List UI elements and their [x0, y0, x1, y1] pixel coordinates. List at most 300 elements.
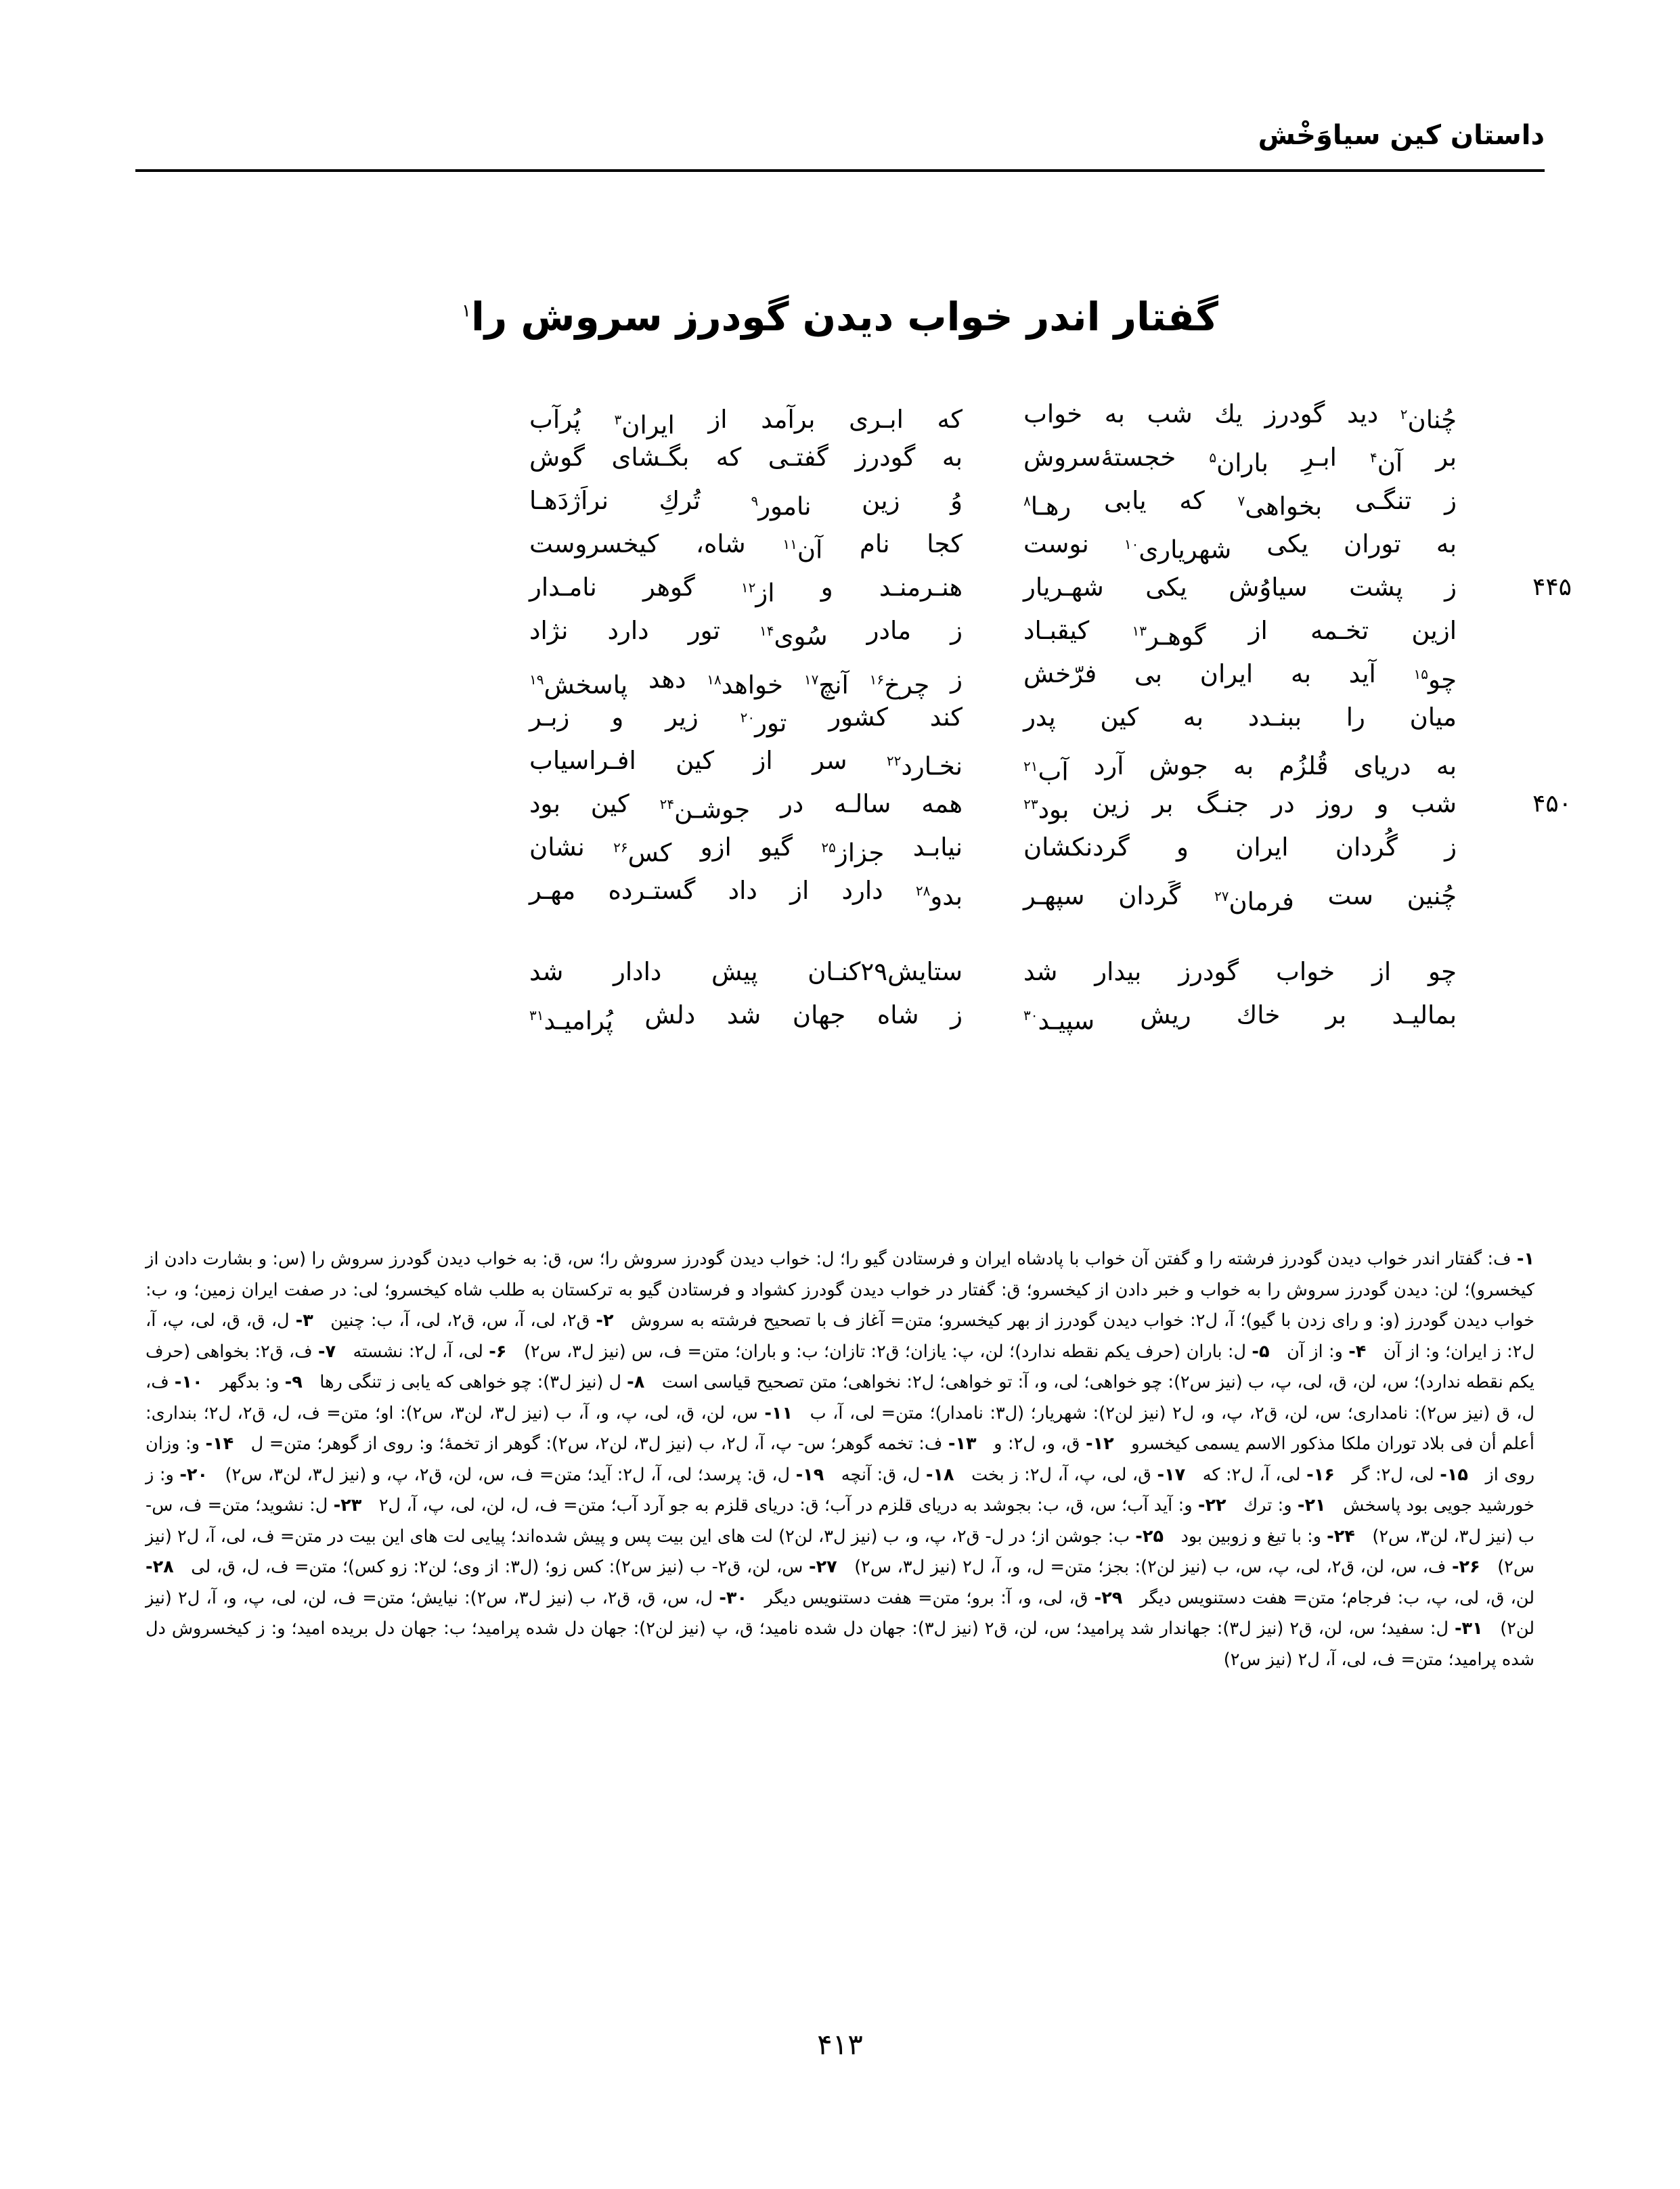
verse-word: جوشـن$^{۲۴}$ — [659, 795, 751, 824]
verse-footnote-marker: ۱۳ — [1132, 623, 1147, 639]
verse-word: پاسخش$^{۱۹}$ — [529, 670, 628, 700]
verse-word: فرمان$^{۲۷}$ — [1214, 887, 1294, 916]
verse-word: نامـدار — [529, 573, 597, 602]
footnote-text: ق، لی، پ، آ، ل۲: ز بخت — [954, 1464, 1157, 1485]
verse-line — [223, 479, 1457, 523]
verse-word: از — [1248, 616, 1268, 645]
footnote-number: ۱۱- — [764, 1402, 793, 1423]
verse-footnote-marker: ۱۰ — [1124, 536, 1139, 552]
footnote-number: ۱- — [1516, 1249, 1534, 1269]
verse-line — [223, 950, 1457, 994]
footnote-text: و: آید آب؛ س، ق، ب: بجوشد به دریای قلزم در آب؛ ق: دریای قلزم به جو آرد آب؛ متن= ف، ل، لن، لی، پ، آ، ل۲ — [361, 1495, 1198, 1516]
verse-word: گَردان — [1118, 881, 1181, 911]
verse-word: خجسته‌ٔسروش — [1023, 443, 1176, 472]
footnote-number: ۲۶- — [1451, 1557, 1480, 1577]
footnote-entry — [1164, 1526, 1355, 1547]
verse-word: برآمد — [761, 405, 816, 435]
footnote-text: ف، س، لن، ق۲، لی، پ، س، ب (نیز لن۲): بجز؛ متن= ل، و، آ، ل۲ (نیز ل۳، س۲) — [837, 1557, 1452, 1577]
verse-word: ست — [1327, 881, 1373, 911]
footnote-number: ۲- — [596, 1310, 614, 1331]
verse-line — [223, 696, 1457, 739]
verse-word: آن$^۴$ — [1369, 448, 1403, 478]
verse-word: یك — [1214, 399, 1243, 428]
verse-footnote-marker: ۲۷ — [1214, 888, 1229, 905]
verse-word: پدر — [1023, 703, 1056, 732]
hemistich-first — [1023, 436, 1457, 485]
verse-word: خواهد$^{۱۸}$ — [707, 670, 783, 700]
verse-footnote-marker: ۳ — [614, 412, 622, 428]
verse-word: شد — [529, 957, 564, 986]
verse-word: رهـا$^۸$ — [1023, 491, 1071, 521]
footnote-number: ۳۱- — [1454, 1618, 1483, 1639]
verse-word: نامور$^۹$ — [751, 491, 812, 521]
verse-word: زین — [862, 486, 900, 515]
verse-word: تور$^{۲۰}$ — [740, 708, 787, 738]
verse-word: جنـگ — [1195, 789, 1249, 818]
footnote-text: ب: جوشن از؛ در ل- ق۲، پ، و، ب (نیز ل۳، لن۲) لت های این بیت پس و پیش شده‌اند؛ پیایی لت های این بیت در متن= ف، لی، آ، ل۲ (نیز س۲) — [146, 1526, 1534, 1577]
verse-word: نام — [860, 529, 890, 558]
footnote-number: ۱۰- — [174, 1372, 203, 1392]
verse-word: ایران — [1235, 833, 1289, 862]
verse-footnote-marker: ۲۲ — [886, 753, 902, 769]
verse-word: مادر — [866, 616, 912, 645]
footnote-number: ۱۴- — [205, 1434, 234, 1454]
section-title-text: گفتار اندر خواب دیدن گودرز سروش را — [470, 293, 1218, 340]
verse-word: بیدار — [1095, 957, 1142, 986]
verse-word: پُرآب — [529, 405, 581, 435]
verse-word: ازو — [700, 833, 732, 862]
verse-word: که — [937, 405, 963, 435]
verse-word: کیقبـاد — [1023, 616, 1090, 645]
footnote-text: ق۲، لی، آ، س، ق۲، لی، آ، ب: چنین — [313, 1310, 596, 1331]
verse-word: افـراسیاب — [529, 746, 636, 775]
verse-word: گوش — [529, 443, 585, 472]
verse-word: ز — [1444, 573, 1457, 602]
verse-footnote-marker: ۱۶ — [869, 671, 885, 688]
verse-word: شب — [1147, 399, 1193, 428]
verse-word: پیش — [711, 957, 758, 986]
verse-word: زبـر — [529, 703, 570, 732]
footnote-number: ۲۹- — [1094, 1587, 1123, 1608]
hemistich-first — [1023, 782, 1457, 831]
verse-line — [223, 782, 1572, 826]
hemistich-first — [1023, 393, 1457, 441]
footnote-number: ۸- — [627, 1372, 645, 1392]
verse-word: ز — [1444, 486, 1457, 515]
verse-word: نوست — [1023, 529, 1089, 558]
footnote-entry — [208, 1465, 824, 1485]
footnote-number: ۲۵- — [1135, 1526, 1164, 1547]
verse-line — [223, 653, 1457, 700]
footnote-text: ل، ق، ق، لی، پ، آ، ل۲: ز ایران؛ و: از آن — [146, 1310, 1534, 1362]
verse-word: ببنـدد — [1247, 703, 1302, 732]
verse-word: و — [1376, 789, 1389, 818]
footnote-number: ۱۳- — [948, 1434, 977, 1454]
footnote-text: س، لن، ق، لی، پ، و، آ، ب (نیز ل۳، لن۳، س۲): او؛ متن= ف، ل، ق۲، ل۲؛ بنداری: أعلم أن فی بلاد توران ملکا مذکور الاسم یسمی کیخسرو — [146, 1402, 1534, 1454]
verse-word: دادار — [613, 957, 662, 986]
footnote-number: ۲۸- — [146, 1557, 174, 1577]
verse-word: مهـر — [529, 876, 576, 905]
footnote-entry — [361, 1495, 1226, 1516]
verse-word: گودرز — [1178, 957, 1239, 986]
verse-word: سپیـد$^{۳۰}$ — [1023, 1006, 1095, 1036]
verse-word: قُلزُم — [1279, 751, 1329, 781]
verse-word: بخواهی$^۷$ — [1237, 491, 1323, 521]
footnote-number: ۶- — [489, 1341, 507, 1362]
hemistich-first — [1023, 994, 1457, 1042]
verse-word: آرد — [1093, 751, 1124, 781]
verse-word: از — [790, 876, 810, 905]
hemistich-first — [1023, 826, 1457, 869]
hemistich-first — [1023, 875, 1457, 923]
verse-word: ریش — [1140, 1000, 1191, 1030]
verse-footnote-marker: ۵ — [1209, 449, 1217, 466]
verse-line — [223, 869, 1457, 916]
footnote-text: و: با تیغ و زوبین بود — [1164, 1526, 1327, 1547]
footnote-number: ۲۰- — [179, 1464, 208, 1485]
verse-block — [223, 393, 1572, 1037]
verse-word: گودرز — [1264, 399, 1325, 428]
footnote-entry — [977, 1434, 1114, 1454]
hemistich-second — [529, 566, 963, 615]
verse-word: روز — [1317, 789, 1354, 818]
verse-footnote-marker: ۱۴ — [759, 623, 774, 639]
footnote-number: ۱۷- — [1157, 1464, 1186, 1485]
footnote-number: ۱۸- — [925, 1464, 954, 1485]
verse-word: به — [1290, 659, 1312, 688]
verse-word: کشور — [828, 703, 888, 732]
verse-word: چو$^{۱۵}$ — [1413, 665, 1457, 694]
verse-word: کجا — [927, 529, 963, 558]
hemistich-first — [1023, 653, 1457, 701]
verse-word: به — [1182, 703, 1204, 732]
footnote-entry — [837, 1557, 1480, 1577]
verse-word: یابی — [1103, 486, 1147, 515]
verse-footnote-marker: ۳۱ — [529, 1007, 544, 1023]
verse-line — [223, 609, 1457, 653]
verse-footnote-marker: ۲۰ — [740, 709, 755, 726]
verse-word: نشان — [529, 833, 585, 862]
verse-word: پُرامیـد$^{۳۱}$ — [529, 1006, 613, 1036]
hemistich-second — [529, 609, 963, 658]
verse-word: نخـارد$^{۲۲}$ — [886, 751, 963, 781]
footnote-number: ۲۳- — [333, 1495, 362, 1516]
footnote-text: ل: سفید؛ س، لن، ق۲ (نیز ل۳): جهاندار شد پرامید؛ س، لن، ق۲ (نیز ل۳): جهان دل شده نامید؛ ق، پ (نیز لن۲): جهان دل شده پرامید؛ ب: جهان دل بریده امید؛ و: ز کیخسروش دل شده پرامید؛ متن= ف، لی، آ، ل۲ (نیز س۲) — [146, 1618, 1534, 1670]
verse-footnote-marker: ۲۳ — [1023, 796, 1038, 812]
verse-line — [223, 994, 1457, 1037]
hemistich-first — [1023, 566, 1457, 609]
verse-word: و — [1176, 833, 1189, 862]
footnote-text: و: ز خورشید جویی بود پاسخش — [146, 1464, 1534, 1516]
verse-footnote-marker: ۱۵ — [1413, 666, 1428, 682]
hemistich-second — [529, 994, 963, 1042]
footnote-text: ل: باران (حرف یکم نقطه ندارد)؛ لن، پ: یازان؛ ق۲: تازان؛ ب: و باران؛ متن= ف، س (نیز ل۳، س۲) — [506, 1341, 1252, 1362]
footnote-number: ۲۷- — [808, 1557, 837, 1577]
footnote-number: ۲۱- — [1297, 1495, 1326, 1516]
footnote-number: ۲۴- — [1327, 1526, 1355, 1547]
verse-line — [223, 393, 1457, 440]
verse-footnote-marker: ۲ — [1400, 406, 1408, 422]
verse-line — [223, 739, 1457, 787]
verse-word: بمالیـد — [1392, 1000, 1457, 1030]
verse-word: که — [1179, 486, 1205, 515]
verse-word: آن$^{۱۱}$ — [782, 535, 823, 565]
verse-word: تنگـی — [1354, 486, 1412, 515]
verse-word: نراَژدَهـا — [529, 486, 609, 515]
footnote-text: ف، ق۲: بخواهی (حرف یکم نقطه ندارد)؛ س، لن، ق، لی، پ، ب (نیز س۲): چو خواهی؛ لی، و، آ: تو خواهی؛ ل۲: نخواهی؛ متن تصحیح قیاسی است — [146, 1341, 1534, 1392]
verse-word: دید — [1346, 399, 1379, 428]
footnote-entry — [954, 1465, 1186, 1485]
verse-word: همه — [921, 789, 963, 818]
verse-word: ز — [950, 616, 963, 645]
verse-word: دارد — [607, 616, 649, 645]
verse-word: وُ — [950, 486, 963, 515]
verse-word: گُردان — [1335, 833, 1398, 862]
verse-word: را — [1346, 703, 1365, 732]
footnote-entry — [303, 1372, 645, 1392]
footnote-number: ۵- — [1252, 1341, 1270, 1362]
header-rule — [135, 169, 1545, 172]
verse-word: چو — [1428, 957, 1457, 986]
verse-word: باران$^۵$ — [1209, 448, 1268, 478]
hemistich-second — [529, 696, 963, 745]
verse-word: به — [1436, 751, 1457, 781]
verse-line — [223, 436, 1457, 479]
verse-word: ز — [1444, 833, 1457, 862]
running-head-title: داستان کین سیاوَخْش — [1258, 120, 1545, 151]
verse-line — [223, 826, 1457, 869]
verse-word: جزاز$^{۲۵}$ — [821, 838, 885, 868]
verse-word: کس$^{۲۶}$ — [613, 838, 672, 868]
hemistich-second — [529, 826, 963, 875]
hemistich-first — [1023, 696, 1457, 739]
hemistich-second — [529, 479, 963, 528]
verse-footnote-marker: ۱۱ — [782, 536, 797, 552]
verse-footnote-marker: ۱۸ — [707, 671, 722, 688]
footnote-entry — [1185, 1465, 1335, 1485]
verse-word: گودرز — [855, 443, 916, 472]
section-title — [0, 293, 1680, 340]
verse-word: بر — [1325, 1000, 1347, 1030]
verse-word: جهان — [792, 1000, 846, 1030]
verse-word: زیر — [665, 703, 699, 732]
verse-line-number: ۴۴۵ — [1532, 573, 1572, 601]
footnote-text: ف: تخمه گوهر؛ س- پ، آ، ل۲، ب (نیز ل۳، لن۲، س۲): گوهر از تخمهٔ؛ و: روی از گوهر؛ متن= ل — [234, 1434, 948, 1454]
verse-footnote-marker: ۲۵ — [821, 839, 836, 856]
verse-word: به — [1233, 751, 1254, 781]
verse-footnote-marker: ۱۹ — [529, 671, 544, 688]
verse-word: گردنکشان — [1023, 833, 1130, 862]
verse-word: آنچ$^{۱۷}$ — [803, 670, 849, 700]
footnote-entry — [506, 1342, 1269, 1362]
verse-word: دهد — [648, 665, 686, 694]
verse-word: کیخسروست — [529, 529, 659, 558]
verse-word: سالـه — [834, 789, 891, 818]
verse-word: بگـشای — [611, 443, 690, 472]
footnote-number: ۹- — [284, 1372, 303, 1392]
verse-word: خاك — [1236, 1000, 1281, 1030]
hemistich-first — [1023, 479, 1457, 528]
verse-word: کین — [676, 746, 715, 775]
footnote-apparatus — [146, 1244, 1534, 1675]
verse-word: نژاد — [529, 616, 569, 645]
verse-footnote-marker: ۲۸ — [915, 883, 931, 899]
verse-word: چُنان$^۲$ — [1400, 405, 1457, 435]
verse-word: ز — [950, 1000, 963, 1030]
verse-word: به — [1104, 399, 1125, 428]
hemistich-second — [529, 950, 963, 994]
verse-word: شد — [726, 1000, 761, 1030]
hemistich-second — [529, 782, 963, 831]
footnote-text: لی، آ، ل۲: که — [1185, 1464, 1307, 1485]
footnote-text: و: ترك — [1226, 1495, 1298, 1516]
verse-word: یکی — [1266, 529, 1308, 558]
verse-word: ایران$^۳$ — [614, 410, 675, 440]
verse-word: زین — [1091, 789, 1130, 818]
verse-word: از — [753, 746, 773, 775]
footnote-entry — [1226, 1495, 1326, 1516]
verse-word: هنـرمنـد — [879, 573, 963, 602]
verse-word: جوش — [1149, 751, 1208, 781]
verse-footnote-marker: ۲۱ — [1023, 758, 1038, 775]
verse-word: کین — [1100, 703, 1139, 732]
verse-word: شاه — [877, 1000, 919, 1030]
verse-word: آب$^{۲۱}$ — [1023, 757, 1069, 787]
verse-footnote-marker: ۳۰ — [1023, 1007, 1038, 1023]
verse-word: از — [1371, 957, 1392, 986]
verse-word: شب — [1411, 789, 1457, 818]
verse-word: بود — [529, 789, 560, 818]
footnote-text: لن، ق، لی، پ، ب: فرجام؛ متن= هفت دستنویس دیگر — [1122, 1587, 1534, 1608]
verse-word: گستـرده — [608, 876, 696, 905]
verse-word: از$^{۱۲}$ — [740, 578, 775, 608]
footnote-number: ۱۶- — [1306, 1464, 1335, 1485]
verse-word: کند — [929, 703, 963, 732]
verse-word: در — [780, 789, 804, 818]
verse-footnote-marker: ۴ — [1369, 449, 1377, 466]
verse-word: بی — [1134, 659, 1163, 688]
verse-word: گوهـر$^{۱۳}$ — [1132, 621, 1206, 651]
verse-word: سُوی$^{۱۴}$ — [759, 621, 828, 651]
verse-word: میان — [1409, 703, 1457, 732]
footnote-number: ۳۰- — [719, 1587, 748, 1608]
verse-line — [223, 566, 1572, 609]
verse-word: ابـرِ — [1302, 443, 1337, 472]
verse-word: آید — [1348, 659, 1376, 688]
footnote-number: ۱۵- — [1440, 1464, 1468, 1485]
footnote-number: ۳- — [295, 1310, 313, 1331]
footnote-text: ل: نشوید؛ متن= ف، س- ب (نیز ل۳، لن۳، س۲) — [146, 1495, 1535, 1547]
verse-word: به — [942, 443, 963, 472]
footnote-entry — [336, 1342, 506, 1362]
verse-word: و — [611, 703, 624, 732]
verse-word: یکی — [1145, 573, 1187, 602]
footnote-entry — [747, 1588, 1122, 1608]
footnote-entry — [313, 1310, 614, 1331]
footnote-text: و: از آن — [1269, 1341, 1349, 1362]
verse-line-number: ۴۵۰ — [1532, 790, 1572, 818]
hemistich-second — [529, 436, 963, 479]
footnote-text: ق، لی، و، آ: برو؛ متن= هفت دستنویس دیگر — [747, 1587, 1095, 1608]
footnote-text: ل (نیز ل۳): چو خواهی که یابی ز تنگی رها — [302, 1372, 627, 1392]
footnote-text: ف: گفتار اندر خواب دیدن گودرز فرشته را و گفتن آن خواب با پادشاه ایران و فرستادن گیو را؛ ل: خواب دیدن گودرز سروش را؛ س، ق: به خواب دیدن گودرز سروش را (س: و بشارت دادن از کیخسرو)؛ لن: دیدن گودرز سروش را به خواب و خبر دادن از کیخسرو؛ ق: گفتار در خواب دیدن گودرز کشواد و فرستادن گیو به ترکستان به طلب شاه کیخسرو؛ لی: در صفت ایران زمین؛ و، ب: خواب دیدن گودرز (و: و رای زدن با گیو)؛ آ، ل۲: خواب دیدن گودرز از بهر کیخسرو؛ متن= آغاز ف با تصحیح فرشته به سروش — [146, 1249, 1535, 1331]
verse-word: که — [715, 443, 742, 472]
verse-word: داد — [728, 876, 757, 905]
verse-word: ز — [950, 665, 963, 694]
verse-word: به — [1436, 529, 1457, 558]
verse-word: گیو — [760, 833, 793, 862]
verse-word: گفتـی — [768, 443, 828, 472]
verse-word: پشت — [1349, 573, 1403, 602]
verse-footnote-marker: ۱۷ — [803, 671, 819, 688]
verse-word: شهـریار — [1023, 573, 1104, 602]
footnote-text: لی، ل۲: گر — [1334, 1464, 1440, 1485]
verse-word: از — [708, 405, 728, 435]
hemistich-second — [529, 869, 963, 918]
verse-footnote-marker: ۱۲ — [740, 579, 756, 596]
footnote-number: ۱۲- — [1085, 1434, 1114, 1454]
verse-word: ستایش۲۹کنـان — [808, 957, 963, 986]
verse-word: شد — [1023, 957, 1058, 986]
footnote-text: لی، آ، ل۲: نشسته — [336, 1341, 489, 1362]
footnote-entry — [1335, 1465, 1468, 1485]
verse-word: تُركِ — [659, 486, 701, 515]
footnote-number: ۴- — [1348, 1341, 1367, 1362]
verse-word: چرخ$^{۱۶}$ — [869, 670, 930, 700]
verse-word: بر — [1436, 443, 1457, 472]
footnote-text: ف، ل، ق (نیز س۲): نامداری؛ س، لن، ق۲، پ، و، ل۲ (نیز لن۲): شهریار؛ (ل۳: نامدار)؛ متن= لی، آ، ب — [146, 1372, 1534, 1423]
verse-word: دارد — [841, 876, 883, 905]
verse-word: تور — [688, 616, 720, 645]
hemistich-first — [1023, 950, 1457, 994]
verse-line — [223, 523, 1457, 566]
hemistich-second — [529, 739, 963, 788]
verse-word: و — [820, 573, 833, 602]
verse-footnote-marker: ۹ — [751, 493, 759, 509]
footnote-entry — [234, 1434, 976, 1454]
verse-word: بر — [1152, 789, 1174, 818]
verse-word: شاه، — [696, 529, 746, 558]
footnote-text: ل، ق: آنچه — [824, 1464, 926, 1485]
verse-footnote-marker: ۲۶ — [613, 839, 628, 856]
footnote-entry — [174, 1557, 837, 1577]
hemistich-first — [1023, 523, 1457, 571]
verse-word: فرّخش — [1023, 659, 1097, 688]
footnote-entry — [1270, 1342, 1367, 1362]
verse-word: ازین — [1411, 616, 1457, 645]
verse-word: نیابـد — [912, 833, 963, 862]
verse-word: دریای — [1353, 751, 1411, 781]
verse-word: خواب — [1276, 957, 1335, 986]
footnote-number: ۱۹- — [795, 1464, 824, 1485]
verse-word: گوهر — [643, 573, 695, 602]
verse-word: ایران — [1199, 659, 1254, 688]
verse-word: سر — [812, 746, 847, 775]
footnote-entry — [146, 1618, 1534, 1670]
verse-footnote-marker: ۲۴ — [659, 796, 675, 812]
footnote-text: و: بدگهر — [202, 1372, 285, 1392]
verse-word: بدو$^{۲۸}$ — [915, 881, 963, 911]
verse-word: ابـری — [849, 405, 904, 435]
hemistich-first — [1023, 609, 1457, 658]
footnote-number: ۲۲- — [1197, 1495, 1226, 1516]
section-title-footnote-marker: ۱ — [462, 301, 471, 322]
verse-word: سپهـر — [1023, 881, 1085, 911]
footnote-text: ق، و، ل۲: و — [976, 1434, 1086, 1454]
verse-word: شهریاری$^{۱۰}$ — [1124, 535, 1232, 565]
verse-footnote-marker: ۸ — [1023, 493, 1031, 509]
footnote-number: ۷- — [317, 1341, 336, 1362]
